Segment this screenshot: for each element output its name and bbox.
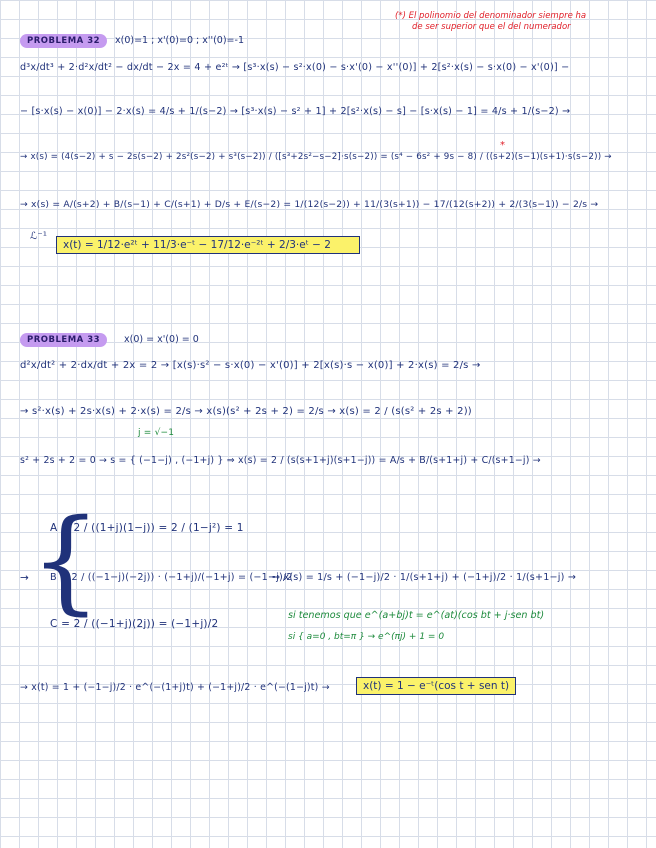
- p33-final-line: → x(t) = 1 + (−1−j)/2 · e^(−(1+j)t) + (−1+j)/2 · e^(−(1−j)t) →: [20, 682, 330, 693]
- asterisk-mark: *: [500, 140, 505, 151]
- euler-identity-note: si { a=0 , bt=π } → e^(πj) + 1 = 0: [288, 632, 445, 642]
- problem-32-badge: PROBLEMA 32: [20, 34, 107, 48]
- xs-partial-result: ⇒ x(s) = 1/s + (−1−j)/2 · 1/(s+1+j) + (−1+j)/2 · 1/(s+1−j) →: [272, 572, 577, 583]
- problem-33-conditions: x(0) = x'(0) = 0: [124, 334, 199, 345]
- p33-line-3: s² + 2s + 2 = 0 → s = { (−1−j) , (−1+j) } ⇒ x(s) = 2 / (s(s+1+j)(s+1−j)) = A/s + B/(s+1+j) + C/(s+1−j) →: [20, 455, 541, 466]
- note-line-1: (*) El polinomio del denominador siempre ha: [395, 11, 587, 21]
- problem-32-conditions: x(0)=1 ; x'(0)=0 ; x''(0)=-1: [115, 35, 244, 46]
- p32-line-2: − [s·x(s) − x(0)] − 2·x(s) = 4/s + 1/(s−2) → [s³·x(s) − s² + 1] + 2[s²·x(s) − s] − [s·x(s) − 1] = 4/s + 1/(s−2) →: [20, 106, 571, 117]
- p32-result-box: x(t) = 1/12·e²ᵗ + 11/3·e⁻ᵗ − 17/12·e⁻²ᵗ + 2/3·eᵗ − 2: [56, 236, 360, 254]
- j-definition: j = √−1: [138, 428, 175, 438]
- p32-line-4: → x(s) = A/(s+2) + B/(s−1) + C/(s+1) + D/s + E/(s−2) = 1/(12(s−2)) + 11/(3(s+1)) − 17/(12(s+2)) + 2/(3(s−1)) − 2/s →: [20, 199, 599, 210]
- p32-line-1: d³x/dt³ + 2·d²x/dt² − dx/dt − 2x = 4 + e²ᵗ → [s³·x(s) − s²·x(0) − s·x'(0) − x''(0)] + 2[s²·x(s) − s·x(0) − x'(0)] −: [20, 62, 570, 73]
- note-line-2: de ser superior que el del numerador: [412, 22, 571, 32]
- p33-line-2: → s²·x(s) + 2s·x(s) + 2·x(s) = 2/s → x(s)(s² + 2s + 2) = 2/s → x(s) = 2 / (s(s² + 2s + 2)): [20, 406, 472, 417]
- euler-formula-note: si tenemos que e^(a+bj)t = e^(at)(cos bt + j·sen bt): [288, 610, 545, 621]
- problem-33-badge: PROBLEMA 33: [20, 333, 107, 347]
- p33-line-1: d²x/dt² + 2·dx/dt + 2x = 2 → [x(s)·s² − s·x(0) − x'(0)] + 2[x(s)·s − x(0)] + 2·x(s) = 2/s →: [20, 360, 481, 371]
- p32-line-3: → x(s) = (4(s−2) + s − 2s(s−2) + 2s²(s−2) + s³(s−2)) / ([s³+2s²−s−2]·s(s−2)) = (s⁴ − 6s² + 9s − 8) / ((s+2)(s−1)(s+1)·s(s−2)) →: [20, 152, 612, 162]
- p33-result-box: x(t) = 1 − e⁻ᵗ(cos t + sen t): [356, 677, 516, 695]
- left-brace: {: [30, 496, 102, 626]
- inverse-laplace-label: ℒ⁻¹: [30, 231, 48, 242]
- constant-c-eq: C = 2 / ((−1+j)(2j)) = (−1+j)/2: [50, 618, 219, 630]
- constant-a-eq: A = 2 / ((1+j)(1−j)) = 2 / (1−j²) = 1: [50, 522, 244, 534]
- constant-b-eq: B = 2 / ((−1−j)(−2j)) · (−1+j)/(−1+j) = (−1−j)/2: [50, 572, 293, 583]
- arrow-into-system: →: [20, 572, 29, 584]
